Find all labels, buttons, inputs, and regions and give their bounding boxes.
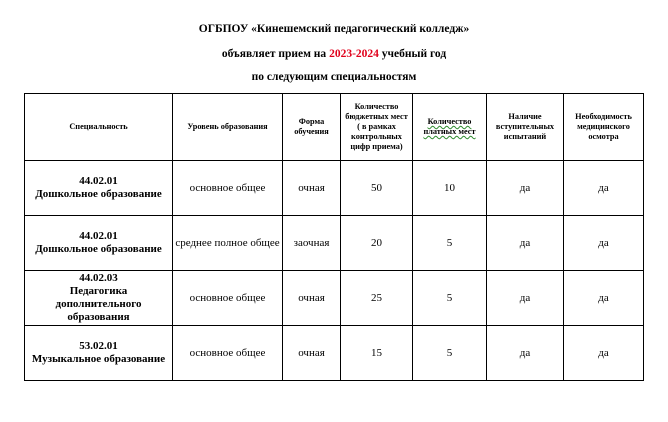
education-level-cell: основное общее [173,326,283,381]
table-row [25,216,644,271]
header-entrance-exams: Наличие вступительных испытаний [487,94,564,161]
header-paid-places-text: Количество платных мест [423,117,476,136]
medical-exam-cell: да [564,271,644,326]
entrance-exams-cell: да [487,161,564,216]
paid-places-cell: 5 [413,326,487,381]
education-level-cell: основное общее [173,271,283,326]
entrance-exams-cell: да [487,216,564,271]
specialty-code: 44.02.03 [79,272,118,284]
budget-places-cell: 15 [341,326,413,381]
header-specialty: Специальность [25,94,173,161]
paid-places-cell: 5 [413,216,487,271]
specialty-code: 44.02.01 [79,175,118,187]
education-level-cell: основное общее [173,161,283,216]
medical-exam-cell: да [564,216,644,271]
admission-text-post: учебный год [378,48,447,60]
specialty-name: Педагогика дополнительного образования [55,285,142,323]
entrance-exams-cell: да [487,326,564,381]
header-education-level: Уровень образования [173,94,283,161]
specialty-code: 53.02.01 [79,340,118,352]
study-form-cell: заочная [283,216,341,271]
specialty-name: Музыкальное образование [31,353,166,365]
college-title: ОГБПОУ «Кинешемский педагогический колледж» [198,23,470,35]
budget-places-cell: 20 [341,216,413,271]
header-medical-exam: Необходимость медицинского осмотра [564,94,644,161]
specialty-name: Дошкольное образование [35,188,162,200]
education-level-cell: среднее полное общее [173,216,283,271]
header-row [25,94,644,161]
specialty-code: 44.02.01 [79,230,118,242]
specialty-cell [25,326,173,381]
specialty-cell [25,271,173,326]
table-row [25,161,644,216]
medical-exam-cell: да [564,326,644,381]
budget-places-cell: 50 [341,161,413,216]
admission-text-pre: объявляет прием на [221,48,330,60]
academic-year: 2023-2024 [329,48,379,60]
paid-places-cell: 5 [413,271,487,326]
table-row [25,326,644,381]
study-form-cell: очная [283,161,341,216]
header-budget-places: Количество бюджетных мест ( в рамках контрольных цифр приема) [341,94,413,161]
study-form-cell: очная [283,326,341,381]
medical-exam-cell: да [564,161,644,216]
specialties-subtitle: по следующим специальностям [251,71,417,83]
specialty-cell [25,216,173,271]
paid-places-cell: 10 [413,161,487,216]
study-form-cell: очная [283,271,341,326]
header-paid-places [413,94,487,161]
admission-table [24,93,644,381]
header-study-form: Форма обучения [283,94,341,161]
specialty-cell [25,161,173,216]
admission-year-line [0,48,668,60]
entrance-exams-cell: да [487,271,564,326]
table-row [25,271,644,326]
specialty-name: Дошкольное образование [35,243,162,255]
budget-places-cell: 25 [341,271,413,326]
